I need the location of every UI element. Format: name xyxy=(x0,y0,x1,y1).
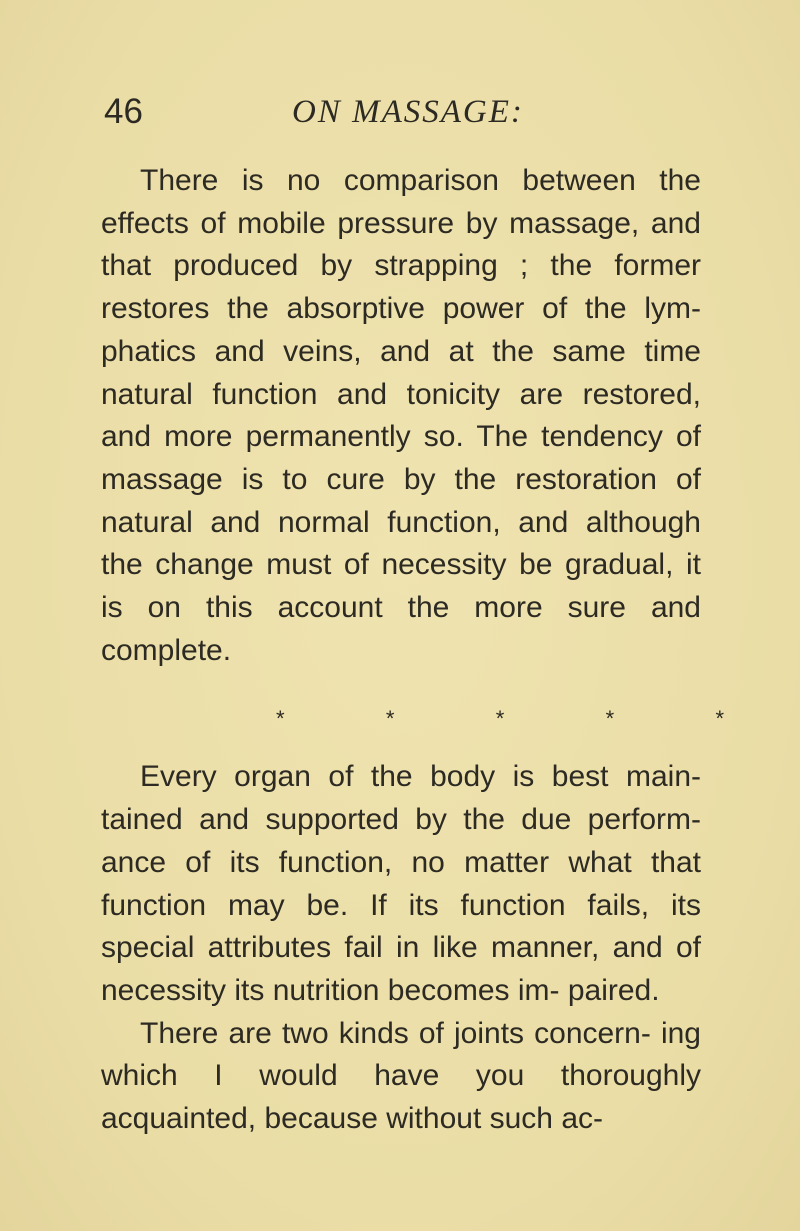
running-head: ON MASSAGE: xyxy=(292,94,524,130)
asterisk: * xyxy=(276,706,285,732)
asterisk: * xyxy=(605,706,615,732)
asterisk: * xyxy=(715,706,724,732)
paragraph: Every organ of the body is best main- tained and supported by the due perform- ance of its function, no matter what that function may be. If its function fails, its special attributes fail in like manner, and of necessity its nutrition becomes im- paired. xyxy=(101,760,701,1007)
paragraph: There is no comparison between the effects of mobile pressure by massage, and that produced by strapping ; the former restores the absorptive power of the lym- phatics and veins, and at the same time natural function and tonicity are restored, and more permanently so. The tendency of massage is to cure by the restoration of natural and normal function, and although the change must of necessity be gradual, it is on this account the more sure and complete. xyxy=(101,164,701,667)
asterisk: * xyxy=(495,706,505,732)
page-header xyxy=(0,88,800,138)
page-body xyxy=(101,160,724,1141)
section-break xyxy=(276,672,724,756)
paragraph: There are two kinds of joints concern- ing which I would have you thoroughly acquainted, because without such ac- xyxy=(101,1016,701,1136)
asterisk: * xyxy=(385,706,395,732)
page-number: 46 xyxy=(104,92,143,131)
